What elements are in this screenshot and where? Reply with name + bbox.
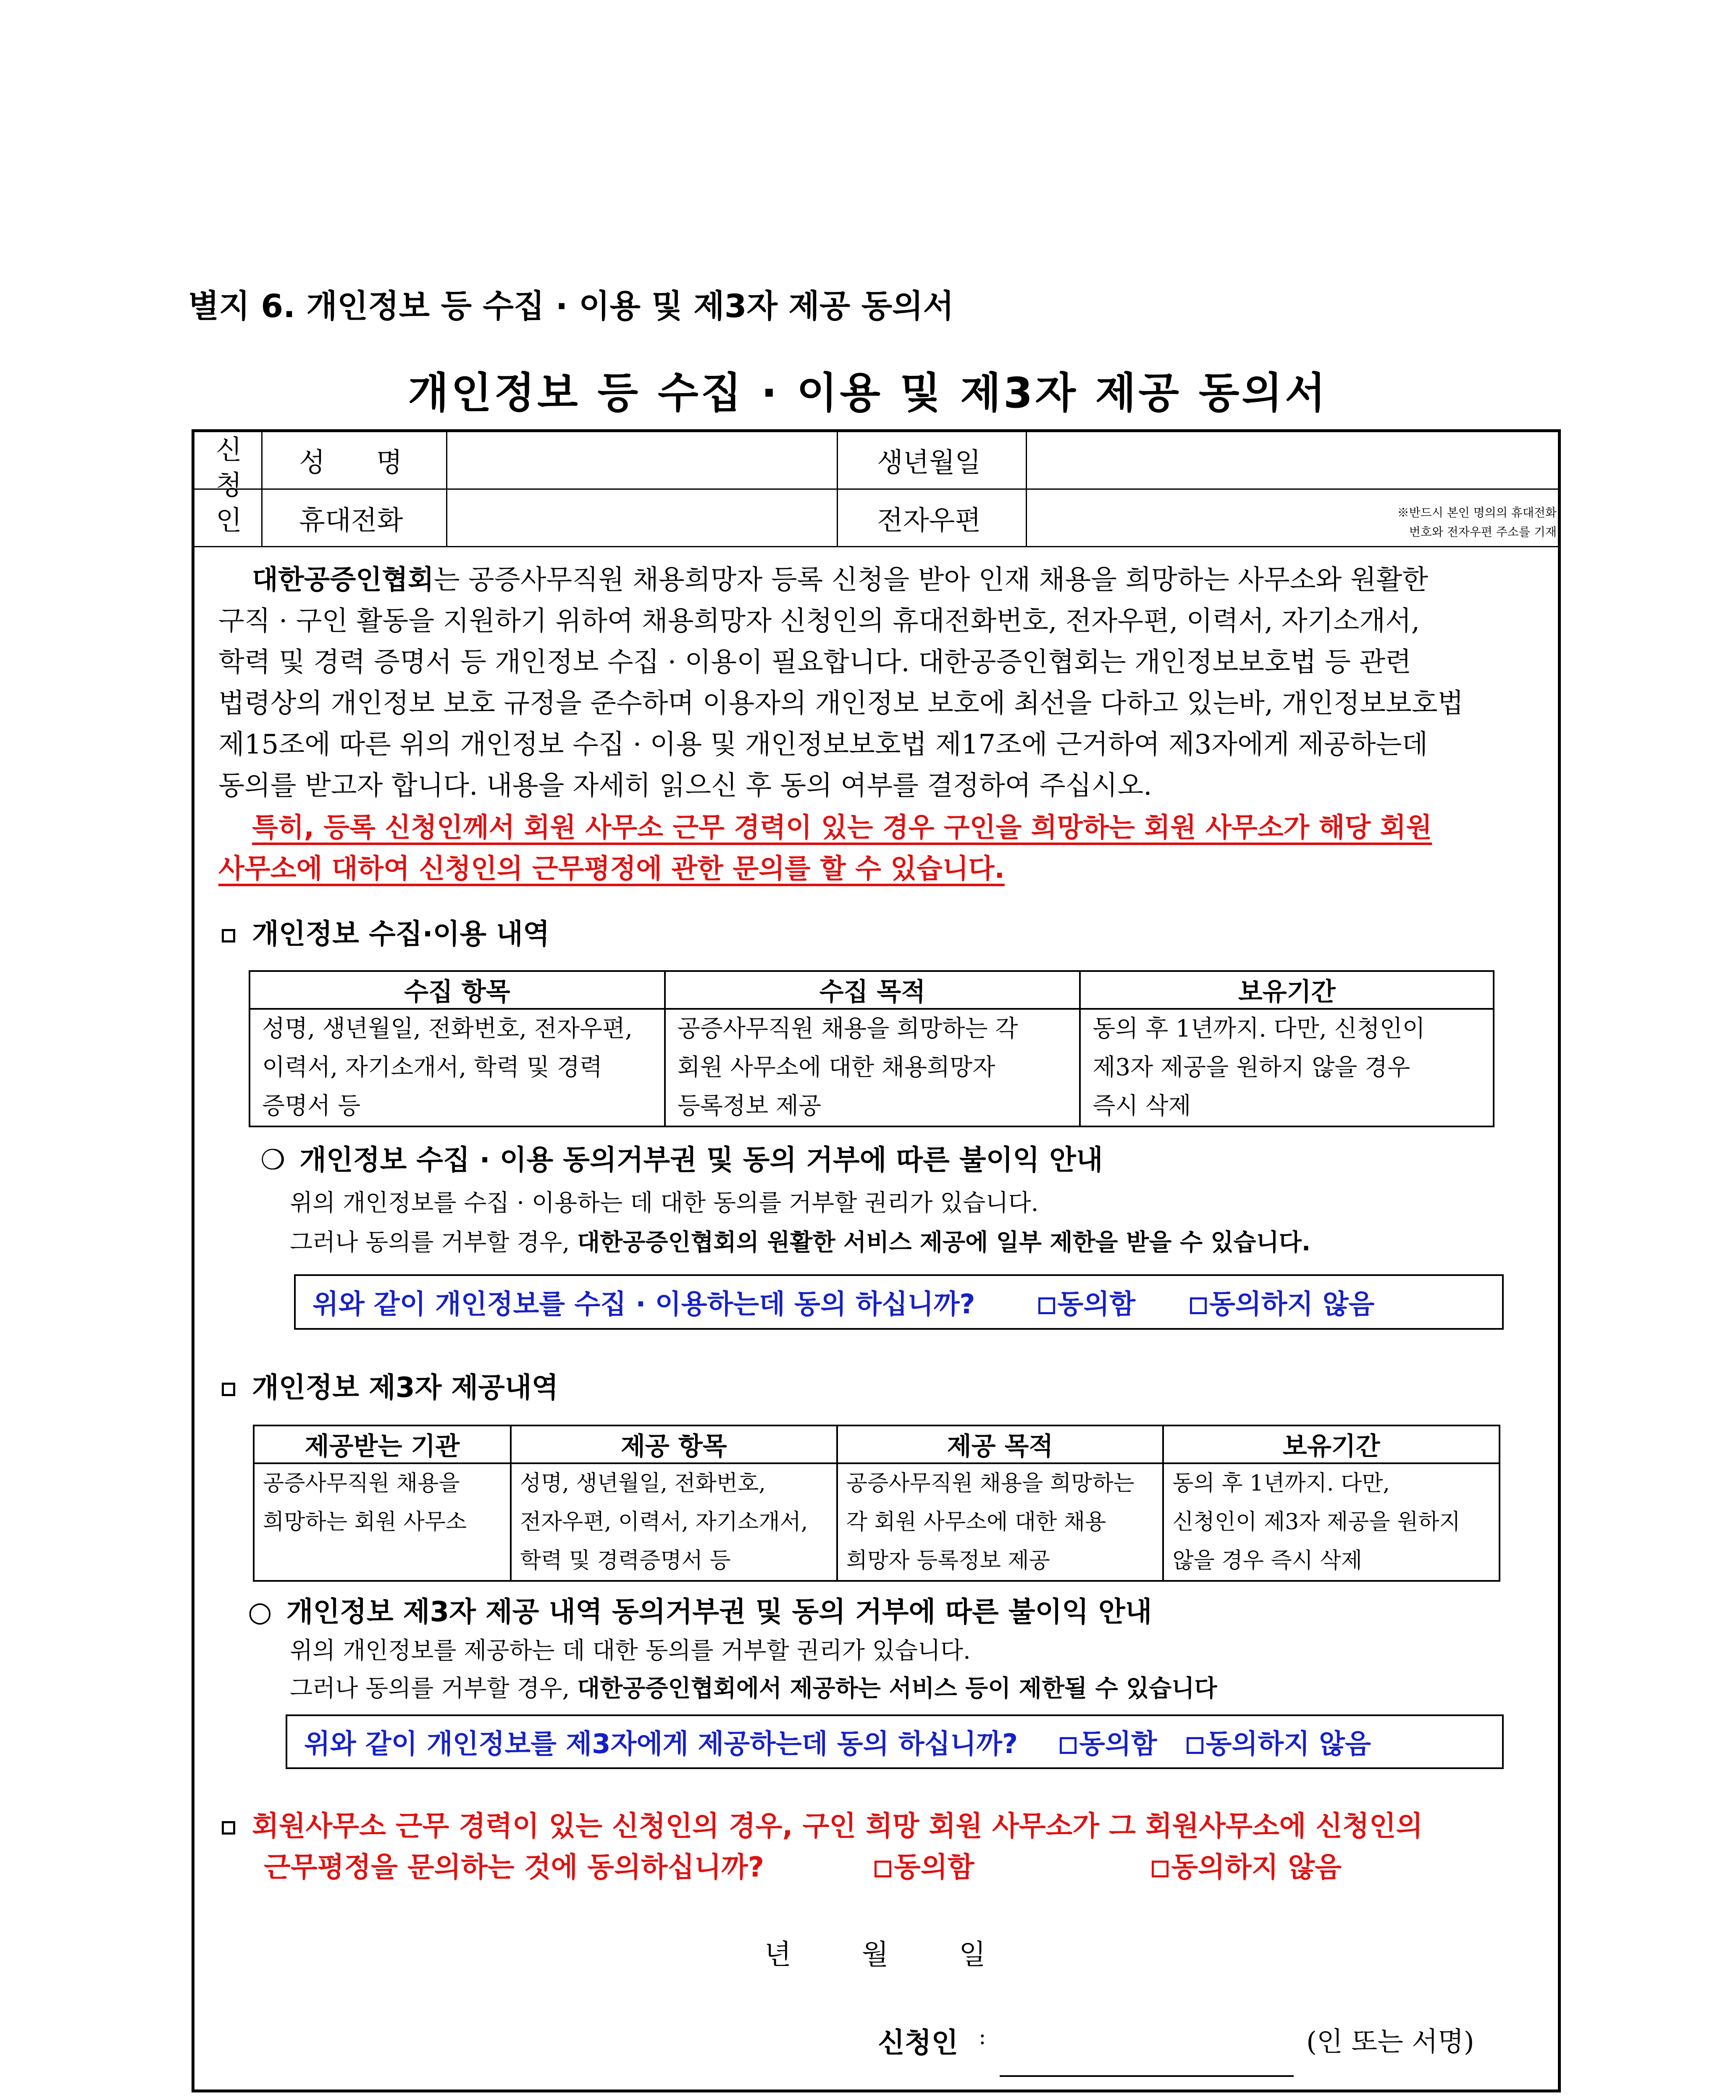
heading-text: 개인정보 수집·이용 내역 xyxy=(252,918,550,950)
column-header: 제공 항목 xyxy=(511,1425,837,1463)
signature-line[interactable] xyxy=(1000,2075,1294,2077)
cell-line: 회원 사무소에 대한 채용희망자 xyxy=(677,1054,995,1081)
third-party-refusal-heading xyxy=(248,1589,1152,1629)
column-header: 수집 항목 xyxy=(250,971,665,1009)
table-cell xyxy=(511,1463,837,1581)
table-cell xyxy=(1080,1009,1494,1126)
table-cell xyxy=(665,1009,1080,1126)
table-header-row xyxy=(254,1425,1500,1463)
column-header: 보유기간 xyxy=(1080,971,1494,1009)
signature-label: 신청인 xyxy=(878,2026,959,2059)
bullet-square-icon xyxy=(222,929,235,942)
checkbox-icon[interactable] xyxy=(875,1861,891,1877)
consent-question: 위와 같이 개인정보를 제3자에게 제공하는데 동의 하십니까? xyxy=(304,1729,1018,1760)
third-party-heading xyxy=(222,1365,558,1405)
signature-colon: : xyxy=(979,2024,986,2050)
question-text: 회원사무소 근무 경력이 있는 신청인의 경우, 구인 희망 회원 사무소가 그 회원사무소에 신청인의 xyxy=(252,1810,1423,1842)
refusal-text xyxy=(290,1670,1217,1704)
cell-line: 않을 경우 즉시 삭제 xyxy=(1172,1548,1362,1573)
red-notice-line: 사무소에 대하여 신청인의 근무평정에 관한 문의를 할 수 있습니다. xyxy=(218,853,1005,885)
work-eval-disagree-option[interactable] xyxy=(1152,1851,1342,1883)
bold-text: 대한공증인협회의 원활한 서비스 제공에 일부 제한을 받을 수 있습니다. xyxy=(577,1229,1311,1256)
third-party-agree-option[interactable] xyxy=(1060,1722,1157,1761)
question-text: 근무평정을 문의하는 것에 동의하십니까? xyxy=(264,1851,764,1883)
cell-line: 학력 및 경력증명서 등 xyxy=(520,1548,731,1573)
circle-bullet-icon: ❍ xyxy=(260,1144,286,1176)
cell-line: 증명서 등 xyxy=(262,1092,361,1120)
cell-line: 즉시 삭제 xyxy=(1093,1092,1191,1120)
signature-suffix: (인 또는 서명) xyxy=(1306,2026,1474,2058)
table-cell xyxy=(250,1009,665,1126)
cell-line: 제3자 제공을 원하지 않을 경우 xyxy=(1093,1054,1410,1081)
table-header-row xyxy=(250,971,1494,1009)
disagree-label: 동의하지 않음 xyxy=(1209,1289,1375,1320)
intro-line xyxy=(218,559,1533,601)
refusal-text: 위의 개인정보를 수집 · 이용하는 데 대한 동의를 거부할 권리가 있습니다. xyxy=(290,1189,1039,1217)
bullet-square-icon xyxy=(222,1383,235,1396)
agree-label: 동의함 xyxy=(894,1851,974,1883)
heading-text: 개인정보 수집 · 이용 동의거부권 및 동의 거부에 따른 불이익 안내 xyxy=(299,1144,1103,1176)
column-header: 제공받는 기관 xyxy=(254,1425,511,1463)
divider xyxy=(192,488,1561,490)
cell-line: 등록정보 제공 xyxy=(677,1092,822,1120)
checkbox-icon[interactable] xyxy=(1187,1737,1203,1754)
red-notice-line: 특히, 등록 신청인께서 회원 사무소 근무 경력이 있는 경우 구인을 희망하는 회원 사무소가 해당 회원 xyxy=(252,812,1432,843)
birthdate-input-cell[interactable] xyxy=(1027,433,1557,487)
intro-line: 학력 및 경력 증명서 등 개인정보 수집 · 이용이 필요합니다. 대한공증인협회는 개인정보보호법 등 관련 xyxy=(218,647,1411,678)
checkbox-icon[interactable] xyxy=(1038,1297,1055,1314)
checkbox-icon[interactable] xyxy=(1060,1737,1077,1754)
cell-line: 전자우편, 이력서, 자기소개서, xyxy=(520,1509,808,1535)
bold-text: 대한공증인협회에서 제공하는 서비스 등이 제한될 수 있습니다 xyxy=(577,1675,1217,1702)
work-eval-question-line2 xyxy=(264,1845,1342,1885)
disagree-label: 동의하지 않음 xyxy=(1205,1729,1371,1760)
intro-text: 는 공증사무직원 채용희망자 등록 신청을 받아 인재 채용을 희망하는 사무소와 원활한 xyxy=(433,564,1429,596)
third-party-disagree-option[interactable] xyxy=(1187,1722,1371,1761)
collection-refusal-heading xyxy=(260,1137,1103,1177)
email-label: 전자우편 xyxy=(877,505,981,536)
side-label-char: 신 xyxy=(216,435,242,466)
divider xyxy=(261,429,263,547)
column-header: 수집 목적 xyxy=(665,971,1080,1009)
agree-label: 동의함 xyxy=(1057,1289,1136,1320)
cell-line: 신청인이 제3자 제공을 원하지 xyxy=(1172,1509,1460,1535)
date-line: 년 월 일 xyxy=(764,1938,986,1971)
table-row xyxy=(250,1009,1494,1126)
name-label: 성 명 xyxy=(299,447,402,478)
cell-line: 공증사무직원 채용을 희망하는 xyxy=(846,1471,1135,1496)
collection-table xyxy=(249,970,1494,1127)
checkbox-icon[interactable] xyxy=(1190,1297,1207,1314)
consent-question: 위와 같이 개인정보를 수집 · 이용하는데 동의 하십니까? xyxy=(313,1289,975,1320)
collection-agree-option[interactable] xyxy=(1038,1283,1135,1321)
side-label-char: 인 xyxy=(216,505,242,536)
refusal-text xyxy=(290,1224,1311,1257)
cell-line: 각 회원 사무소에 대한 채용 xyxy=(846,1509,1106,1535)
intro-line: 구직 · 구인 활동을 지원하기 위하여 채용희망자 신청인의 휴대전화번호, 전자우편, 이력서, 자기소개서, xyxy=(218,606,1420,637)
divider xyxy=(446,429,447,547)
bullet-square-icon xyxy=(222,1821,235,1835)
cell-line: 공증사무직원 채용을 xyxy=(263,1471,460,1496)
cell-line: 공증사무직원 채용을 희망하는 각 xyxy=(677,1015,1018,1042)
birthdate-label: 생년월일 xyxy=(877,447,981,478)
name-input-cell[interactable] xyxy=(448,433,835,487)
cell-line: 동의 후 1년까지. 다만, xyxy=(1172,1471,1390,1496)
agree-label: 동의함 xyxy=(1079,1729,1157,1760)
collection-disagree-option[interactable] xyxy=(1190,1283,1374,1321)
divider xyxy=(1026,429,1027,547)
work-eval-agree-option[interactable] xyxy=(875,1851,974,1883)
cell-line: 이력서, 자기소개서, 학력 및 경력 xyxy=(262,1054,603,1081)
note-line: ※반드시 본인 명의의 휴대전화 xyxy=(1397,506,1557,520)
org-name: 대한공증인협회 xyxy=(252,564,434,596)
table-cell xyxy=(837,1463,1163,1581)
cell-line: 희망자 등록정보 제공 xyxy=(846,1548,1050,1573)
circle-bullet-icon: ○ xyxy=(248,1596,272,1628)
intro-line: 법령상의 개인정보 보호 규정을 준수하며 이용자의 개인정보 보호에 최선을 다하고 있는바, 개인정보보호법 xyxy=(218,688,1464,719)
collection-consent-box xyxy=(294,1274,1504,1330)
column-header: 제공 목적 xyxy=(837,1425,1163,1463)
cell-line: 희망하는 회원 사무소 xyxy=(263,1509,467,1535)
collection-heading xyxy=(222,911,550,951)
table-cell xyxy=(1163,1463,1500,1581)
annex-title: 별지 6. 개인정보 등 수집 · 이용 및 제3자 제공 동의서 xyxy=(188,287,954,325)
column-header: 보유기간 xyxy=(1163,1425,1500,1463)
cell-line: 성명, 생년월일, 전화번호, xyxy=(520,1471,766,1496)
refusal-text: 위의 개인정보를 제공하는 데 대한 동의를 거부할 권리가 있습니다. xyxy=(290,1637,971,1664)
page-title: 개인정보 등 수집 · 이용 및 제3자 제공 동의서 xyxy=(408,368,1328,417)
phone-input-cell[interactable] xyxy=(448,490,835,545)
intro-line: 동의를 받고자 합니다. 내용을 자세히 읽으신 후 동의 여부를 결정하여 주십시오. xyxy=(218,770,1152,801)
plain-text: 그러나 동의를 거부할 경우, xyxy=(290,1229,578,1256)
third-party-consent-box xyxy=(286,1714,1504,1769)
divider xyxy=(837,429,838,547)
plain-text: 그러나 동의를 거부할 경우, xyxy=(290,1675,578,1702)
heading-text: 개인정보 제3자 제공내역 xyxy=(252,1371,559,1404)
divider xyxy=(192,546,1561,547)
side-label-char: 청 xyxy=(216,470,242,501)
checkbox-icon[interactable] xyxy=(1152,1861,1169,1877)
table-row xyxy=(254,1463,1500,1581)
note-line: 번호와 전자우편 주소를 기재 xyxy=(1409,525,1557,539)
table-cell xyxy=(254,1463,511,1581)
disagree-label: 동의하지 않음 xyxy=(1171,1851,1342,1883)
cell-line: 동의 후 1년까지. 다만, 신청인이 xyxy=(1093,1015,1425,1042)
applicant-side-label xyxy=(216,433,241,538)
work-eval-question xyxy=(222,1803,1423,1843)
intro-line: 제15조에 따른 위의 개인정보 수집 · 이용 및 개인정보보호법 제17조에 근거하여 제3자에게 제공하는데 xyxy=(218,729,1428,760)
phone-label: 휴대전화 xyxy=(299,505,403,536)
cell-line xyxy=(263,1541,502,1580)
cell-line: 성명, 생년월일, 전화번호, 전자우편, xyxy=(262,1015,633,1042)
third-party-table xyxy=(253,1425,1500,1582)
heading-text: 개인정보 제3자 제공 내역 동의거부권 및 동의 거부에 따른 불이익 안내 xyxy=(286,1596,1152,1628)
contact-note xyxy=(1302,503,1557,542)
